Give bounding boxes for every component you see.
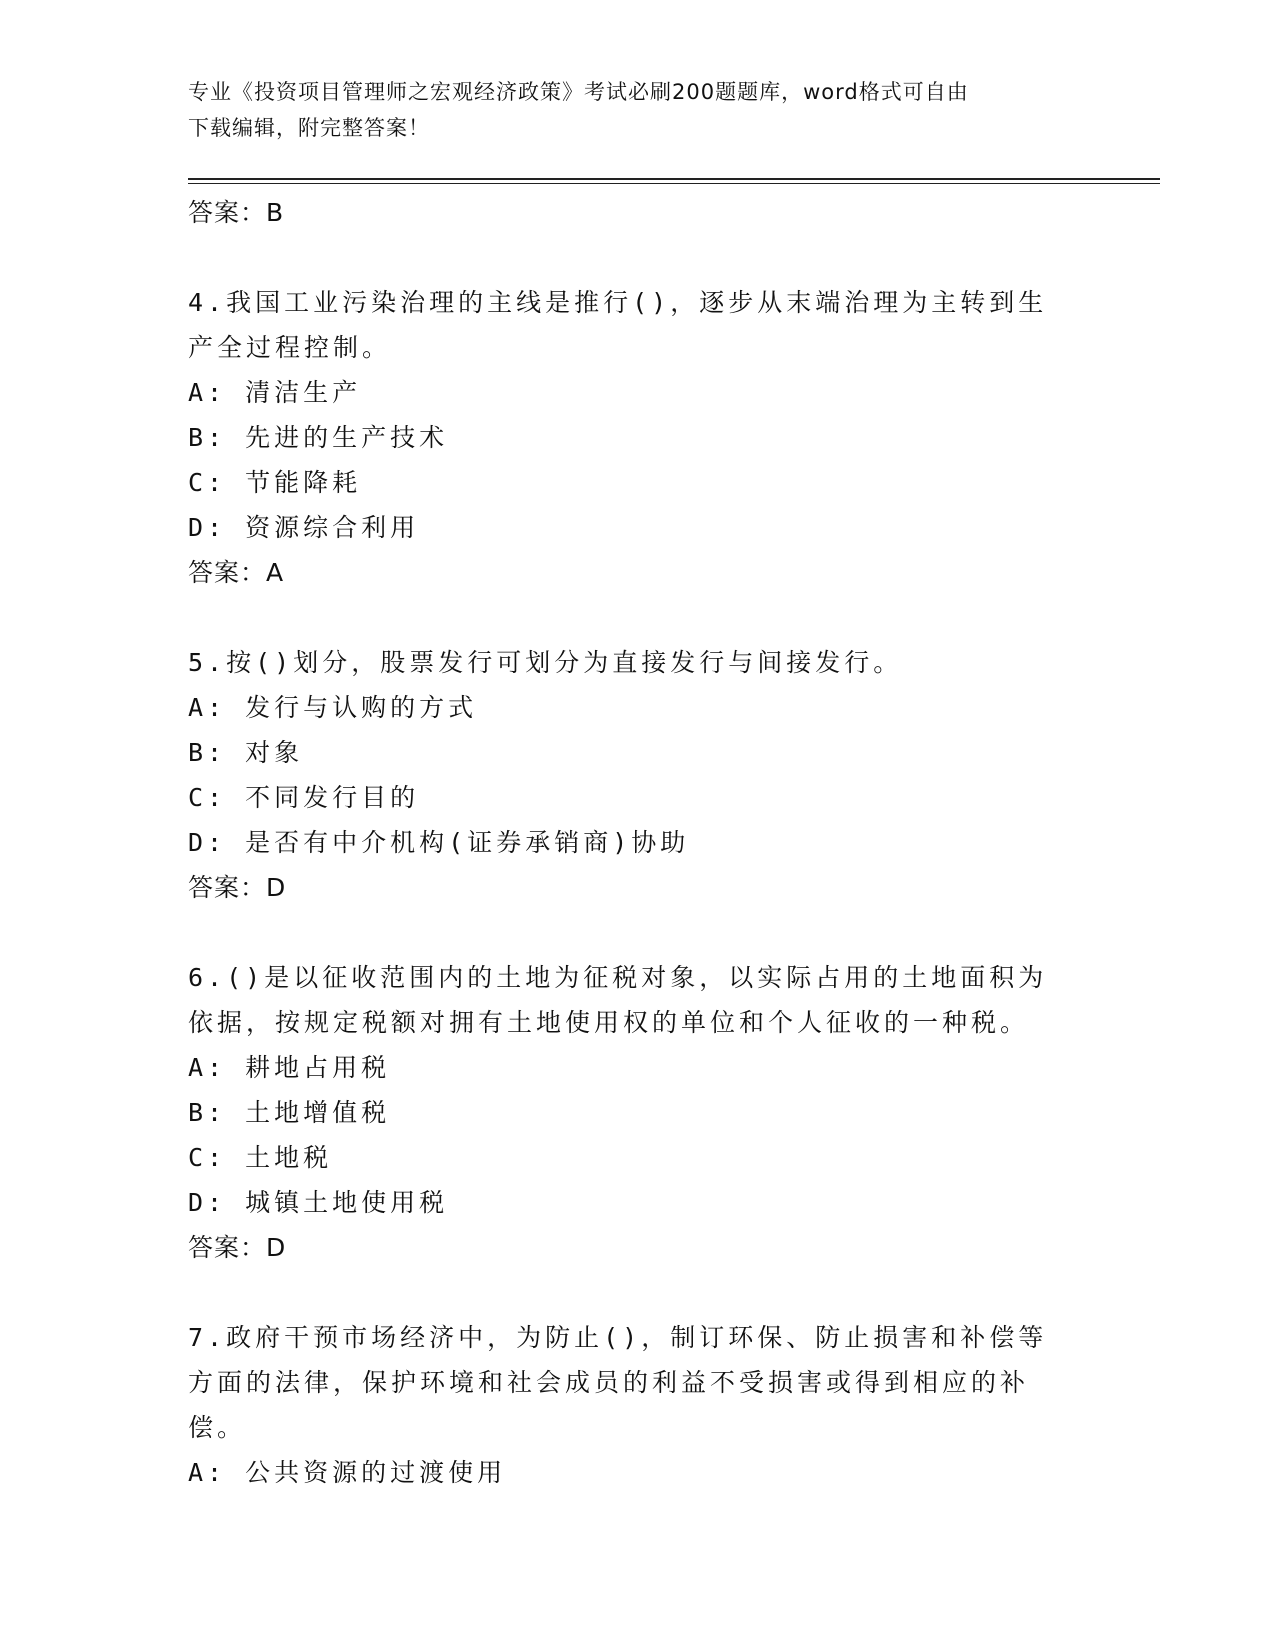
- option-b: B: 先进的生产技术: [188, 423, 449, 452]
- question-6: [188, 955, 1088, 1271]
- question-stem: 5.按()划分，股票发行可划分为直接发行与间接发行。: [188, 648, 903, 677]
- option-d: D: 是否有中介机构(证券承销商)协助: [188, 828, 690, 857]
- question-answer: 答案：A: [188, 558, 285, 587]
- option-b: B: 对象: [188, 738, 304, 767]
- question-stem: 7.政府干预市场经济中，为防止()，制订环保、防止损害和补偿等方面的法律，保护环境和社会成员的利益不受损害或得到相应的补偿。: [188, 1323, 1048, 1442]
- option-b: B: 土地增值税: [188, 1098, 391, 1127]
- document-header: [188, 74, 1088, 146]
- header-line-2: 下载编辑，附完整答案！: [188, 116, 430, 140]
- question-5: [188, 640, 1088, 911]
- question-stem: 6.()是以征收范围内的土地为征税对象，以实际占用的土地面积为依据，按规定税额对拥有土地使用权的单位和个人征收的一种税。: [188, 963, 1048, 1037]
- question-list: [188, 190, 1088, 1495]
- option-d: D: 资源综合利用: [188, 513, 420, 542]
- option-c: C: 土地税: [188, 1143, 333, 1172]
- option-a: A: 公共资源的过渡使用: [188, 1458, 507, 1487]
- option-a: A: 发行与认购的方式: [188, 693, 478, 722]
- question-answer: 答案：D: [188, 873, 287, 902]
- question-stem: 4.我国工业污染治理的主线是推行()，逐步从末端治理为主转到生产全过程控制。: [188, 288, 1048, 362]
- header-divider-thin: [188, 183, 1160, 184]
- previous-answer: 答案：B: [188, 198, 285, 227]
- header-divider-thick: [188, 178, 1160, 180]
- option-d: D: 城镇土地使用税: [188, 1188, 449, 1217]
- question-4: [188, 280, 1088, 596]
- option-a: A: 清洁生产: [188, 378, 362, 407]
- option-c: C: 不同发行目的: [188, 783, 420, 812]
- option-a: A: 耕地占用税: [188, 1053, 391, 1082]
- question-answer: 答案：D: [188, 1233, 287, 1262]
- header-line-1: 专业《投资项目管理师之宏观经济政策》考试必刷200题题库，word格式可自由: [188, 80, 969, 104]
- question-7: [188, 1315, 1088, 1495]
- option-c: C: 节能降耗: [188, 468, 362, 497]
